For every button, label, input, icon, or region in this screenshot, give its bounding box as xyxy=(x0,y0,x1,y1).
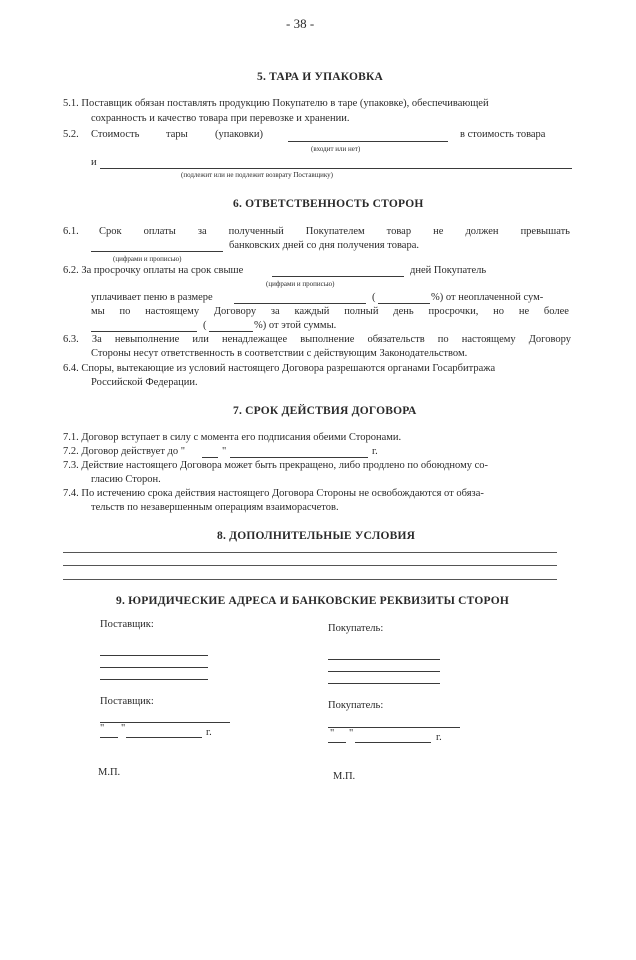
section-5-heading: 5. ТАРА И УПАКОВКА xyxy=(257,71,384,83)
clause-6-2-line-2b: %) от неоплаченной сум- xyxy=(431,292,544,303)
buyer-label: Покупатель: xyxy=(328,623,384,634)
clause-7-2-quote: " xyxy=(222,446,227,457)
date-quote: " xyxy=(349,728,354,739)
buyer-date-day-line[interactable] xyxy=(328,742,346,743)
year-suffix: г. xyxy=(436,732,442,743)
supplier-signature-line[interactable] xyxy=(100,722,230,723)
blank-line[interactable] xyxy=(63,565,557,566)
supplier-date-month-line[interactable] xyxy=(126,737,202,738)
date-quote: " xyxy=(121,723,126,734)
clause-6-4-line-2: Российской Федерации. xyxy=(91,377,198,388)
blank-line[interactable] xyxy=(100,168,572,169)
buyer-address-line[interactable] xyxy=(328,683,440,684)
clause-6-2-tail: дней Покупатель xyxy=(410,265,487,276)
buyer-address-line[interactable] xyxy=(328,659,440,660)
buyer-stamp-label: М.П. xyxy=(333,771,356,782)
open-paren: ( xyxy=(203,320,207,331)
clause-6-3-line-1: 6.3. За невыполнение или ненадлежащее выполнение обязательств по настоящему Договору xyxy=(63,334,571,345)
section-6-heading: 6. ОТВЕТСТВЕННОСТЬ СТОРОН xyxy=(233,198,424,210)
clause-7-3-line-1: 7.3. Действие настоящего Договора может быть прекращено, либо продлено по обоюдному со- xyxy=(63,460,489,471)
page-number: - 38 - xyxy=(286,16,315,31)
supplier-address-line[interactable] xyxy=(100,655,208,656)
field-hint: (подлежит или не подлежит возврату Поставщику) xyxy=(181,171,333,179)
blank-line[interactable] xyxy=(91,251,223,252)
year-suffix: г. xyxy=(206,727,212,738)
clause-6-1-tail: банковских дней со дня получения товара. xyxy=(229,240,419,251)
date-quote: " xyxy=(330,728,335,739)
clause-6-1-line-1: Срок оплаты за полученный Покупателем товар не должен превышать xyxy=(99,226,570,237)
blank-line[interactable] xyxy=(272,276,404,277)
supplier-address-line[interactable] xyxy=(100,667,208,668)
field-hint: (входит или нет) xyxy=(311,145,361,153)
clause-6-2-head: 6.2. За просрочку оплаты на срок свыше xyxy=(63,265,244,276)
blank-line[interactable] xyxy=(234,303,366,304)
blank-line[interactable] xyxy=(230,457,368,458)
clause-7-3-line-2: гласию Сторон. xyxy=(91,474,161,485)
supplier-label: Поставщик: xyxy=(100,619,154,630)
buyer-address-line[interactable] xyxy=(328,671,440,672)
clause-5-2-number: 5.2. xyxy=(63,129,79,140)
field-hint: (цифрами и прописью) xyxy=(113,255,182,263)
buyer-signature-line[interactable] xyxy=(328,727,460,728)
supplier-date-day-line[interactable] xyxy=(100,737,118,738)
clause-5-2-tail: в стоимость товара xyxy=(460,129,546,140)
supplier-signature-label: Поставщик: xyxy=(100,696,154,707)
clause-5-2-word: (упаковки) xyxy=(215,129,264,140)
blank-line[interactable] xyxy=(288,141,448,142)
blank-line[interactable] xyxy=(63,552,557,553)
clause-5-2-word: тары xyxy=(166,129,188,140)
clause-7-4-line-1: 7.4. По истечению срока действия настоящего Договора Стороны не освобождаются от обяза- xyxy=(63,488,484,499)
clause-6-4-line-1: 6.4. Споры, вытекающие из условий настоящего Договора разрешаются органами Госарбитража xyxy=(63,363,496,374)
section-7-heading: 7. СРОК ДЕЙСТВИЯ ДОГОВОРА xyxy=(233,405,417,417)
supplier-stamp-label: М.П. xyxy=(98,767,121,778)
clause-7-1: 7.1. Договор вступает в силу с момента его подписания обеими Сторонами. xyxy=(63,432,402,443)
field-hint: (цифрами и прописью) xyxy=(266,280,335,288)
blank-line[interactable] xyxy=(63,579,557,580)
clause-5-1-line-2: сохранность и качество товара при перевозке и хранении. xyxy=(91,113,350,124)
section-9-heading: 9. ЮРИДИЧЕСКИЕ АДРЕСА И БАНКОВСКИЕ РЕКВИЗИТЫ СТОРОН xyxy=(116,595,509,607)
clause-6-1-number: 6.1. xyxy=(63,226,79,237)
buyer-signature-label: Покупатель: xyxy=(328,700,384,711)
clause-5-2-word: Стоимость xyxy=(91,129,140,140)
blank-line[interactable] xyxy=(209,331,253,332)
blank-line[interactable] xyxy=(91,331,197,332)
clause-6-2-line-4: %) от этой суммы. xyxy=(254,320,337,331)
blank-line[interactable] xyxy=(202,457,218,458)
clause-7-2-tail: г. xyxy=(372,446,378,457)
blank-line[interactable] xyxy=(378,303,430,304)
clause-6-3-line-2: Стороны несут ответственность в соответствии с действующим Законодательством. xyxy=(91,348,468,359)
supplier-address-line[interactable] xyxy=(100,679,208,680)
clause-6-2-line-3: мы по настоящему Договору за каждый полный день просрочки, но не более xyxy=(91,306,569,317)
open-paren: ( xyxy=(372,292,376,303)
clause-5-1-line-1: 5.1. Поставщик обязан поставлять продукцию Покупателю в таре (упаковке), обеспечивающей xyxy=(63,98,489,109)
clause-7-4-line-2: тельств по незавершенным операциям взаиморасчетов. xyxy=(91,502,339,513)
clause-7-2-head: 7.2. Договор действует до " xyxy=(63,446,186,457)
buyer-date-month-line[interactable] xyxy=(355,742,431,743)
clause-6-2-line-2a: уплачивает пеню в размере xyxy=(91,292,213,303)
clause-5-2-and: и xyxy=(91,157,97,168)
date-quote: " xyxy=(100,723,105,734)
section-8-heading: 8. ДОПОЛНИТЕЛЬНЫЕ УСЛОВИЯ xyxy=(217,530,416,542)
